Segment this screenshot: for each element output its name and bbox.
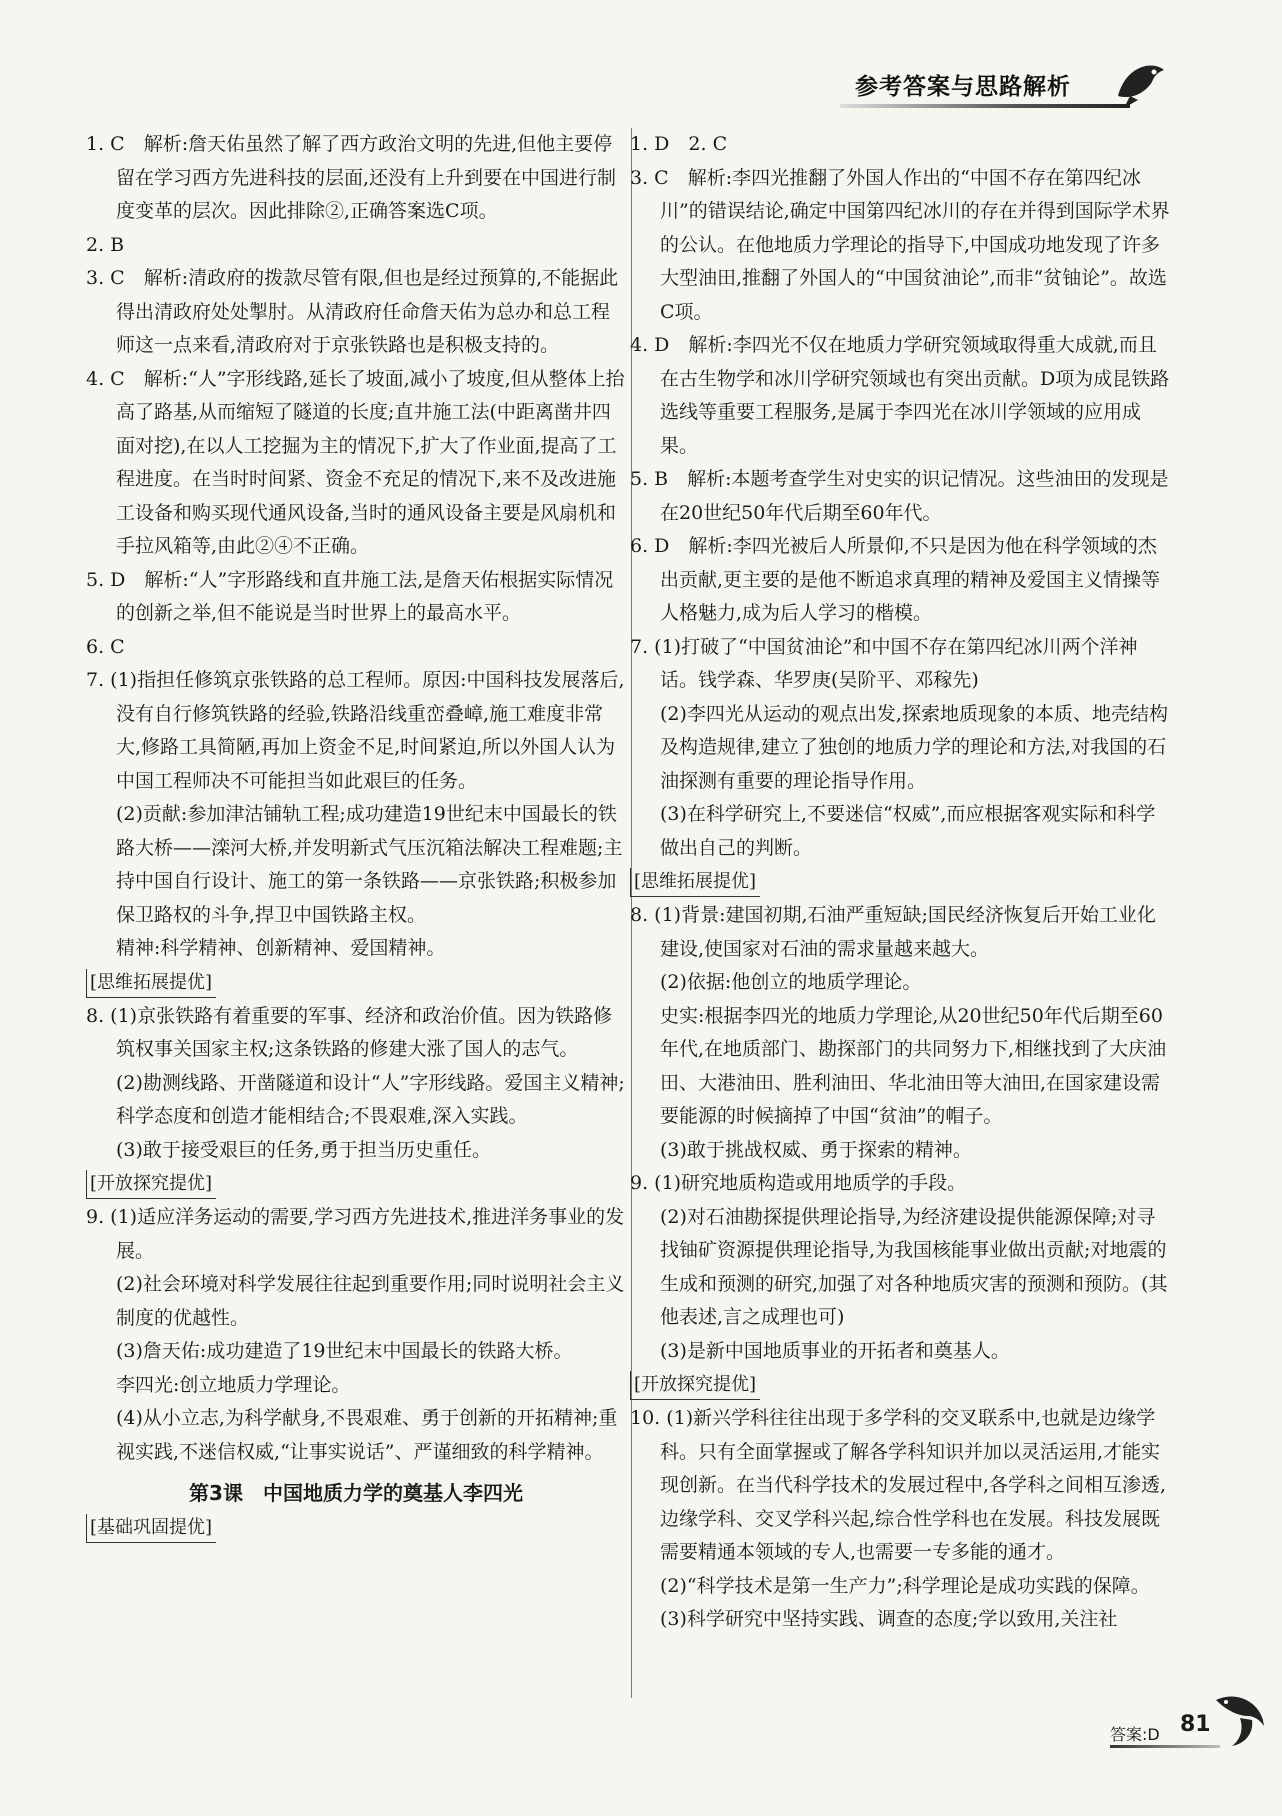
answer-item: 8. (1)背景:建国初期,石油严重短缺;国民经济恢复后开始工业化建设,使国家对石油的需求量越来越大。 — [630, 904, 1156, 960]
answer-item: 1. C 解析:詹天佑虽然了解了西方政治文明的先进,但他主要停留在学习西方先进科技的层面,还没有上升到要在中国进行制度变革的层次。因此排除②,正确答案选C项。 — [86, 133, 617, 222]
answer-subitem: (3)敢于接受艰巨的任务,勇于担当历史重任。 — [116, 1138, 491, 1161]
answer-subitem: (3)科学研究中坚持实践、调查的态度;学以致用,关注社 — [660, 1608, 1118, 1630]
answer-item: 5. B 解析:本题考查学生对史实的识记情况。这些油田的发现是在20世纪50年代后期至60年代。 — [630, 468, 1169, 524]
answer-subitem: (3)在科学研究上,不要迷信“权威”,而应根据客观实际和科学做出自己的判断。 — [660, 803, 1156, 859]
section-heading: [开放探究提优] — [630, 1371, 760, 1400]
answer-item: 9. (1)研究地质构造或用地质学的手段。 — [630, 1172, 967, 1194]
answer-subitem: (3)敢于挑战权威、勇于探索的精神。 — [660, 1138, 972, 1161]
answer-item: 8. (1)京张铁路有着重要的军事、经济和政治价值。因为铁路修筑权事关国家主权;这条铁路的修建大涨了国人的志气。 — [86, 1004, 613, 1060]
right-column — [630, 128, 1170, 1637]
answer-item: 4. D 解析:李四光不仅在地质力学研究领域取得重大成就,而且在古生物学和冰川学研究领域也有突出贡献。D项为成昆铁路选线等重要工程服务,是属于李四光在冰川学领域的应用成果。 — [630, 334, 1170, 457]
answer-item: 3. C 解析:李四光推翻了外国人作出的“中国不存在第四纪冰川”的错误结论,确定中国第四纪冰川的存在并得到国际学术界的公认。在他地质力学理论的指导下,中国成功地发现了许多大型油田,推翻了外国人的“中国贫油论”,而非“贫铀论”。故选C项。 — [630, 166, 1170, 323]
section-heading: [基础巩固提优] — [86, 1514, 216, 1543]
answer-subitem: (4)从小立志,为科学献身,不畏艰难、勇于创新的开拓精神;重视实践,不迷信权威,“让事实说话”、严谨细致的科学精神。 — [116, 1407, 618, 1463]
answer-subitem: (3)是新中国地质事业的开拓者和奠基人。 — [660, 1339, 1010, 1362]
answer-subitem: (2)“科学技术是第一生产力”;科学理论是成功实践的保障。 — [660, 1574, 1150, 1597]
answer-item: 6. D 解析:李四光被后人所景仰,不只是因为他在科学领域的杰出贡献,更主要的是他不断追求真理的精神及爱国主义情操等人格魅力,成为后人学习的楷模。 — [630, 535, 1161, 624]
answer-subitem: (3)詹天佑:成功建造了19世纪末中国最长的铁路大桥。 — [116, 1340, 573, 1362]
answer-item: 7. (1)指担任修筑京张铁路的总工程师。原因:中国科技发展落后,没有自行修筑铁路的经验,铁路沿线重峦叠嶂,施工难度非常大,修路工具简陋,再加上资金不足,时间紧迫,所以外国人认为中国工程师决不可能担当如此艰巨的任务。 — [86, 669, 625, 792]
answer-item: 4. C 解析:“人”字形线路,延长了坡面,减小了坡度,但从整体上抬高了路基,从而缩短了隧道的长度;直井施工法(中距离凿井四面对挖),在以人工挖掘为主的情况下,扩大了作业面,提高了工程进度。在当时时间紧、资金不充足的情况下,来不及改进施工设备和购买现代通风设备,当时的通风设备主要是风扇机和手拉风箱等,由此②④不正确。 — [86, 367, 625, 557]
answer-subitem: (2)对石油勘探提供理论指导,为经济建设提供能源保障;对寻找铀矿资源提供理论指导,为我国核能事业做出贡献;对地震的生成和预测的研究,加强了对各种地质灾害的预测和预防。(其他表述,言之成理也可) — [660, 1205, 1168, 1328]
answer-subitem: (2)贡献:参加津沽铺轨工程;成功建造19世纪末中国最长的铁路大桥——滦河大桥,并发明新式气压沉箱法解决工程难题;主持中国自行设计、施工的第一条铁路——京张铁路;积极参加保卫路权的斗争,捍卫中国铁路主权。 — [116, 803, 623, 926]
answer-item: 2. B — [86, 233, 125, 256]
answer-subitem: (2)社会环境对科学发展往往起到重要作用;同时说明社会主义制度的优越性。 — [116, 1273, 625, 1329]
section-heading: [思维拓展提优] — [630, 868, 760, 897]
answer-subitem: (2)依据:他创立的地质学理论。 — [660, 971, 922, 993]
answer-item: 5. D 解析:“人”字形路线和直井施工法,是詹天佑根据实际情况的创新之举,但不能说是当时世界上的最高水平。 — [86, 568, 614, 624]
answer-item: 9. (1)适应洋务运动的需要,学习西方先进技术,推进洋务事业的发展。 — [86, 1206, 625, 1262]
page-footer — [1110, 1690, 1280, 1750]
dolphin-mascot-icon — [1210, 1690, 1270, 1748]
answer-subitem: 精神:科学精神、创新精神、爱国精神。 — [116, 937, 446, 959]
footer-answer: 答案:D — [1110, 1725, 1160, 1744]
lesson-title: 第3课 中国地质力学的奠基人李四光 — [189, 1481, 523, 1505]
answer-subitem: 李四光:创立地质力学理论。 — [116, 1373, 351, 1396]
section-heading: [思维拓展提优] — [86, 969, 216, 998]
answer-item: 10. (1)新兴学科往往出现于多学科的交叉联系中,也就是边缘学科。只有全面掌握或了解各学科知识并加以灵活运用,才能实现创新。在当代科学技术的发展过程中,各学科之间相互渗透,边缘学科、交叉学科兴起,综合性学科也在发展。科技发展既需要精通本领域的专人,也需要一专多能的通才。 — [630, 1407, 1167, 1563]
answer-item: 3. C 解析:清政府的拨款尽管有限,但也是经过预算的,不能据此得出清政府处处掣肘。从清政府任命詹天佑为总办和总工程师这一点来看,清政府对于京张铁路也是积极支持的。 — [86, 267, 619, 356]
answer-item: 7. (1)打破了“中国贫油论”和中国不存在第四纪冰川两个洋神话。钱学森、华罗庚(吴阶平、邓稼先) — [630, 635, 1138, 691]
footer-rule — [1110, 1745, 1220, 1748]
answer-item: 6. C — [86, 635, 125, 658]
page-header — [840, 60, 1170, 116]
answer-subitem: (2)勘测线路、开凿隧道和设计“人”字形线路。爱国主义精神;科学态度和创造才能相结合;不畏艰难,深入实践。 — [116, 1071, 625, 1127]
answer-item: 1. D 2. C — [630, 133, 728, 155]
left-column — [86, 128, 626, 1545]
section-heading: [开放探究提优] — [86, 1170, 216, 1199]
answer-subitem: 史实:根据李四光的地质力学理论,从20世纪50年代后期至60年代,在地质部门、勘探部门的共同努力下,相继找到了大庆油田、大港油田、胜利油田、华北油田等大油田,在国家建设需要能源的时候摘掉了中国“贫油”的帽子。 — [660, 1004, 1167, 1127]
header-title: 参考答案与思路解析 — [855, 74, 1071, 100]
dolphin-mascot-icon — [1112, 56, 1170, 112]
header-rule — [840, 104, 1130, 108]
page-number: 81 — [1180, 1712, 1211, 1737]
answer-subitem: (2)李四光从运动的观点出发,探索地质现象的本质、地壳结构及构造规律,建立了独创的地质力学的理论和方法,对我国的石油探测有重要的理论指导作用。 — [660, 702, 1168, 792]
